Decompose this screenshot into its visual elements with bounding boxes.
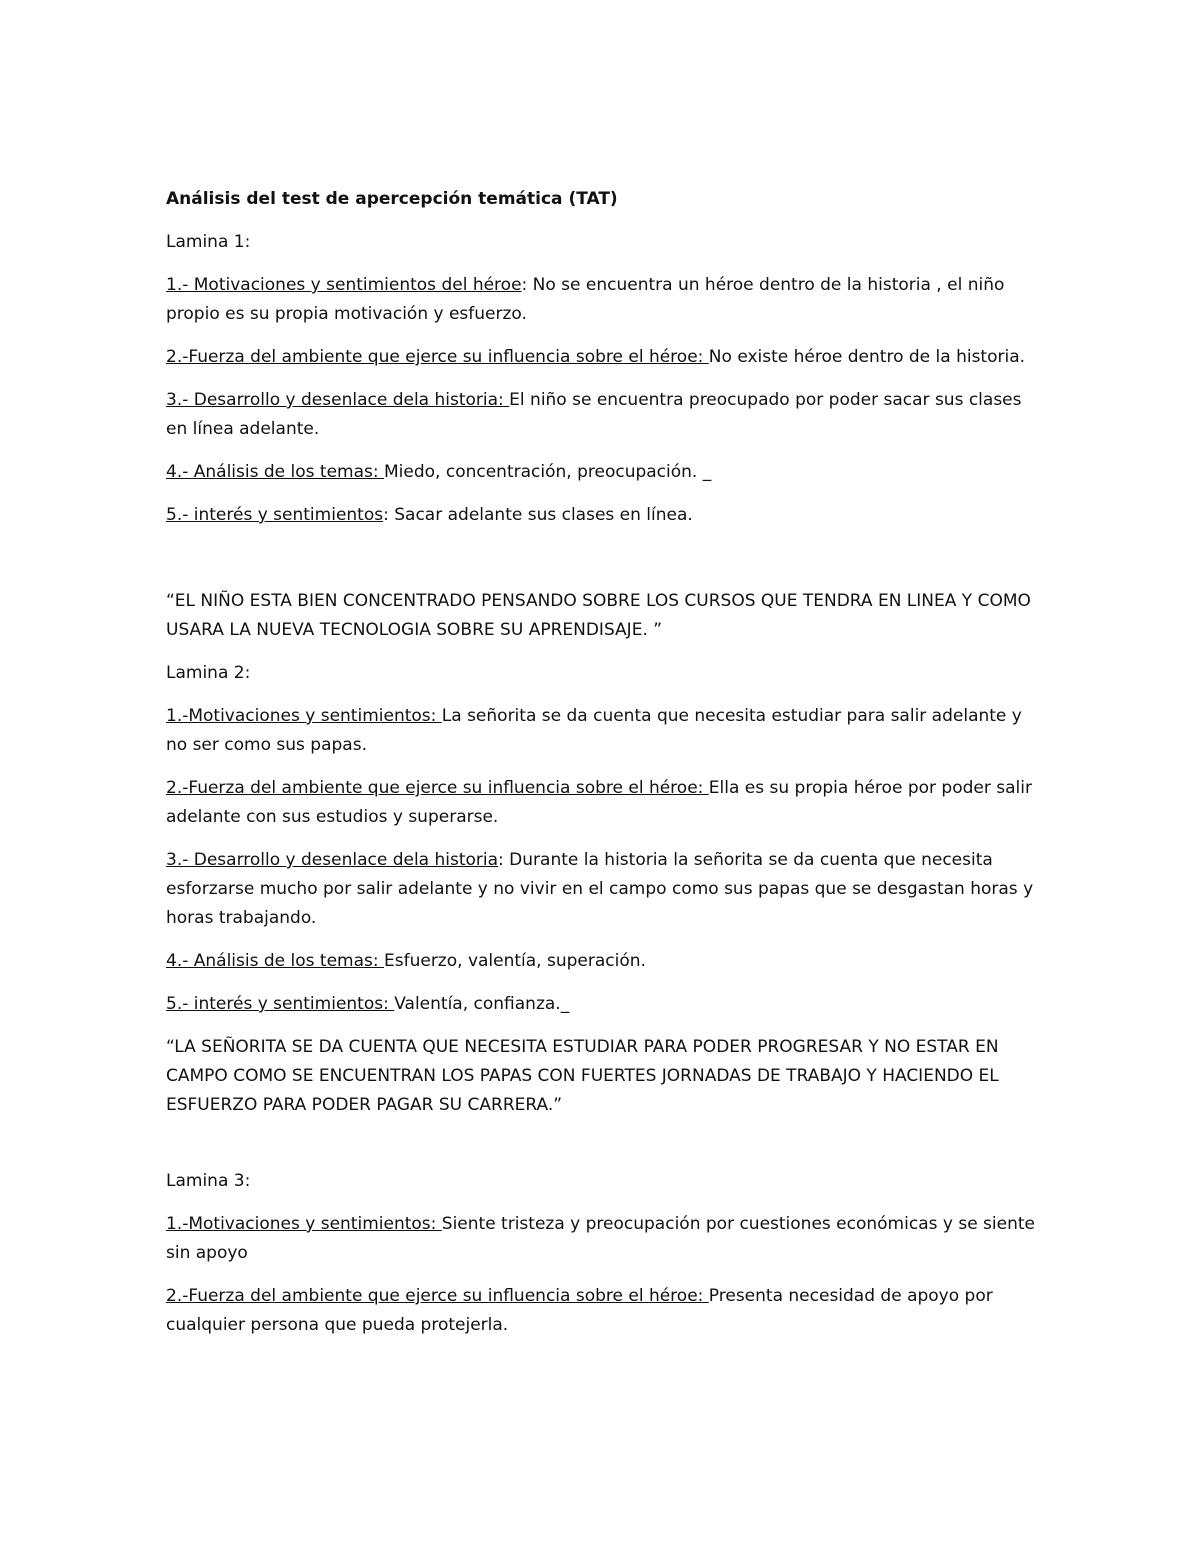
document-title: Análisis del test de apercepción temática (TAT): [166, 189, 618, 209]
item-label: 2.-Fuerza del ambiente que ejerce su influencia sobre el héroe:: [166, 778, 709, 798]
lamina-heading: Lamina 1:: [166, 232, 251, 252]
item-label: 2.-Fuerza del ambiente que ejerce su influencia sobre el héroe:: [166, 347, 709, 367]
analysis-item: [166, 1282, 1036, 1340]
analysis-item: [166, 501, 1036, 530]
item-text: Ella es su propia héroe por poder salir adelante con sus estudios y superarse.: [166, 778, 1032, 827]
item-text: Valentía, confianza._: [394, 994, 570, 1014]
analysis-item: [166, 343, 1036, 372]
analysis-item: [166, 271, 1036, 329]
item-label: 5.- interés y sentimientos:: [166, 994, 395, 1014]
item-text: : No se encuentra un héroe dentro de la historia , el niño propio es su propia motivación y esfuerzo.: [166, 275, 1005, 324]
spacer: [166, 1134, 1036, 1167]
analysis-item: [166, 947, 1036, 976]
item-label: 1.-Motivaciones y sentimientos:: [166, 1214, 442, 1234]
item-label: 4.- Análisis de los temas:: [166, 951, 384, 971]
item-text: Miedo, concentración, preocupación. _: [384, 462, 712, 482]
item-label: 1.- Motivaciones y sentimientos del héroe: [166, 275, 522, 295]
item-text: El niño se encuentra preocupado por poder sacar sus clases en línea adelante.: [166, 390, 1022, 439]
analysis-item: [166, 702, 1036, 760]
item-text: : Durante la historia la señorita se da cuenta que necesita esforzarse mucho por salir adelante y no vivir en el campo como sus papas que se desgastan horas y horas trabajando.: [166, 850, 1034, 928]
analysis-item: [166, 386, 1036, 444]
analysis-item: [166, 1210, 1036, 1268]
analysis-item: [166, 774, 1036, 832]
item-text: No existe héroe dentro de la historia.: [708, 347, 1026, 367]
item-label: 3.- Desarrollo y desenlace dela historia: [166, 850, 499, 870]
lamina-heading: Lamina 2:: [166, 663, 251, 683]
item-text: : Sacar adelante sus clases en línea.: [383, 505, 693, 525]
analysis-item: [166, 458, 1036, 487]
analysis-item: [166, 846, 1036, 933]
item-label: 4.- Análisis de los temas:: [166, 462, 384, 482]
item-text: La señorita se da cuenta que necesita estudiar para salir adelante y no ser como sus papas.: [166, 706, 1022, 755]
item-text: Siente tristeza y preocupación por cuestiones económicas y se siente sin apoyo: [166, 1214, 1035, 1263]
item-label: 3.- Desarrollo y desenlace dela historia:: [166, 390, 510, 410]
spacer: [166, 544, 1036, 587]
summary-quote: “LA SEÑORITA SE DA CUENTA QUE NECESITA ESTUDIAR PARA PODER PROGRESAR Y NO ESTAR EN CAMPO COMO SE ENCUENTRAN LOS PAPAS CON FUERTES JORNADAS DE TRABAJO Y HACIENDO EL ESFUERZO PARA PODER PAGAR SU CARRERA.”: [166, 1037, 999, 1115]
document-body: [166, 185, 1036, 1354]
item-text: Esfuerzo, valentía, superación.: [384, 951, 646, 971]
summary-quote: “EL NIÑO ESTA BIEN CONCENTRADO PENSANDO SOBRE LOS CURSOS QUE TENDRA EN LINEA Y COMO USARA LA NUEVA TECNOLOGIA SOBRE SU APRENDISAJE. ”: [166, 591, 1031, 640]
lamina-heading: Lamina 3:: [166, 1171, 251, 1191]
item-label: 2.-Fuerza del ambiente que ejerce su influencia sobre el héroe:: [166, 1286, 709, 1306]
item-label: 5.- interés y sentimientos: [166, 505, 384, 525]
item-label: 1.-Motivaciones y sentimientos:: [166, 706, 442, 726]
item-text: Presenta necesidad de apoyo por cualquier persona que pueda protejerla.: [166, 1286, 993, 1335]
analysis-item: [166, 990, 1036, 1019]
